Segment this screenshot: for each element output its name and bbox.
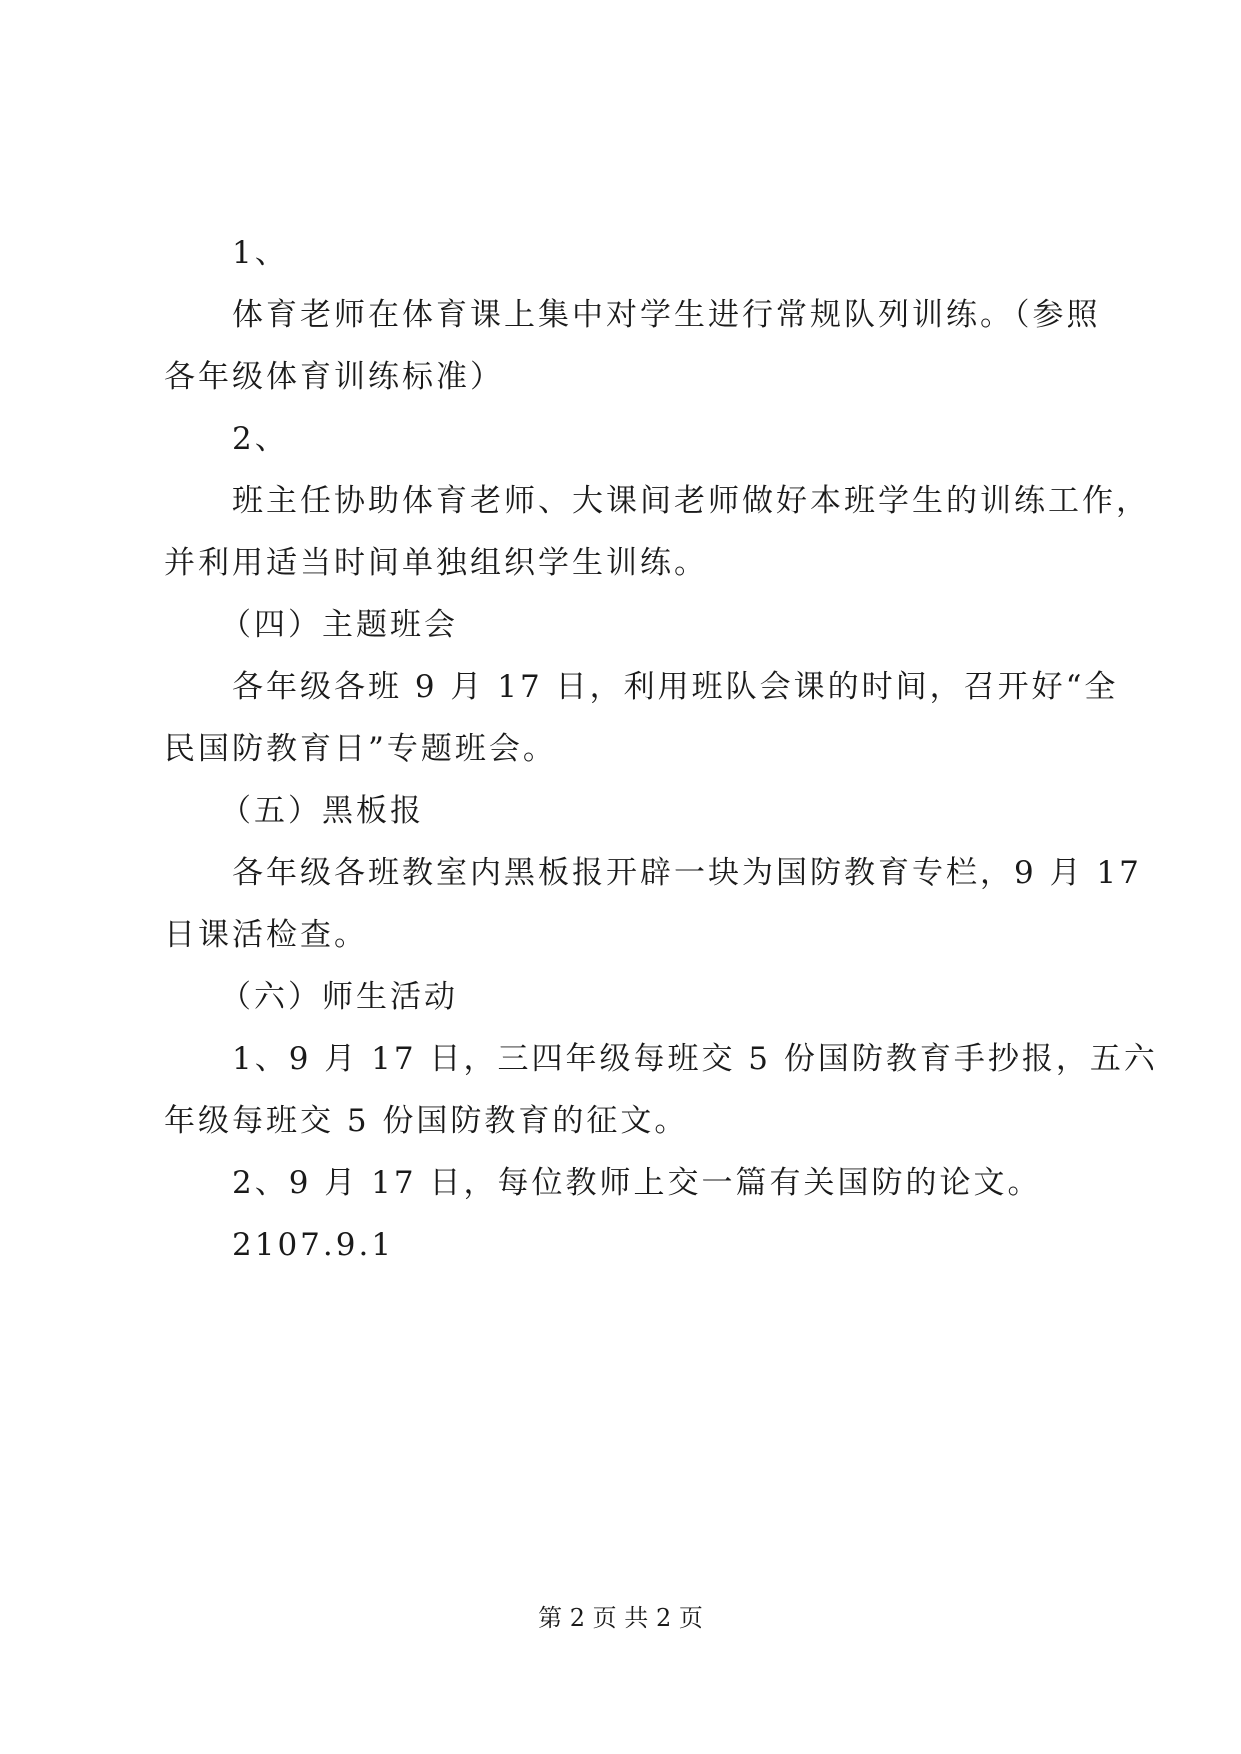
document-date: 2107.9.1	[232, 1227, 395, 1263]
paragraph-line: 体育老师在体育课上集中对学生进行常规队列训练。（参照	[232, 297, 1101, 333]
paragraph-line: 年级每班交 5 份国防教育的征文。	[164, 1103, 689, 1139]
list-item-number: 1、	[232, 235, 289, 271]
section-heading: （四）主题班会	[220, 607, 458, 643]
page-number-footer: 第 2 页 共 2 页	[538, 1604, 703, 1632]
paragraph-line: 1、9 月 17 日，三四年级每班交 5 份国防教育手抄报，五六	[232, 1041, 1158, 1077]
section-heading: （五）黑板报	[220, 793, 424, 829]
paragraph-line: 日课活检查。	[164, 917, 368, 953]
paragraph-line: 2、9 月 17 日，每位教师上交一篇有关国防的论文。	[232, 1165, 1042, 1201]
paragraph-line: 并利用适当时间单独组织学生训练。	[164, 545, 708, 581]
paragraph-line: 各年级各班教室内黑板报开辟一块为国防教育专栏，9 月 17	[232, 855, 1142, 891]
document-body	[164, 222, 1158, 1276]
list-item-number: 2、	[232, 421, 289, 457]
paragraph-line: 班主任协助体育老师、大课间老师做好本班学生的训练工作，	[232, 483, 1150, 519]
paragraph-line: 民国防教育日”专题班会。	[164, 731, 557, 767]
section-heading: （六）师生活动	[220, 979, 458, 1015]
paragraph-line: 各年级各班 9 月 17 日，利用班队会课的时间，召开好“全	[232, 669, 1119, 705]
paragraph-line: 各年级体育训练标准）	[164, 359, 504, 395]
